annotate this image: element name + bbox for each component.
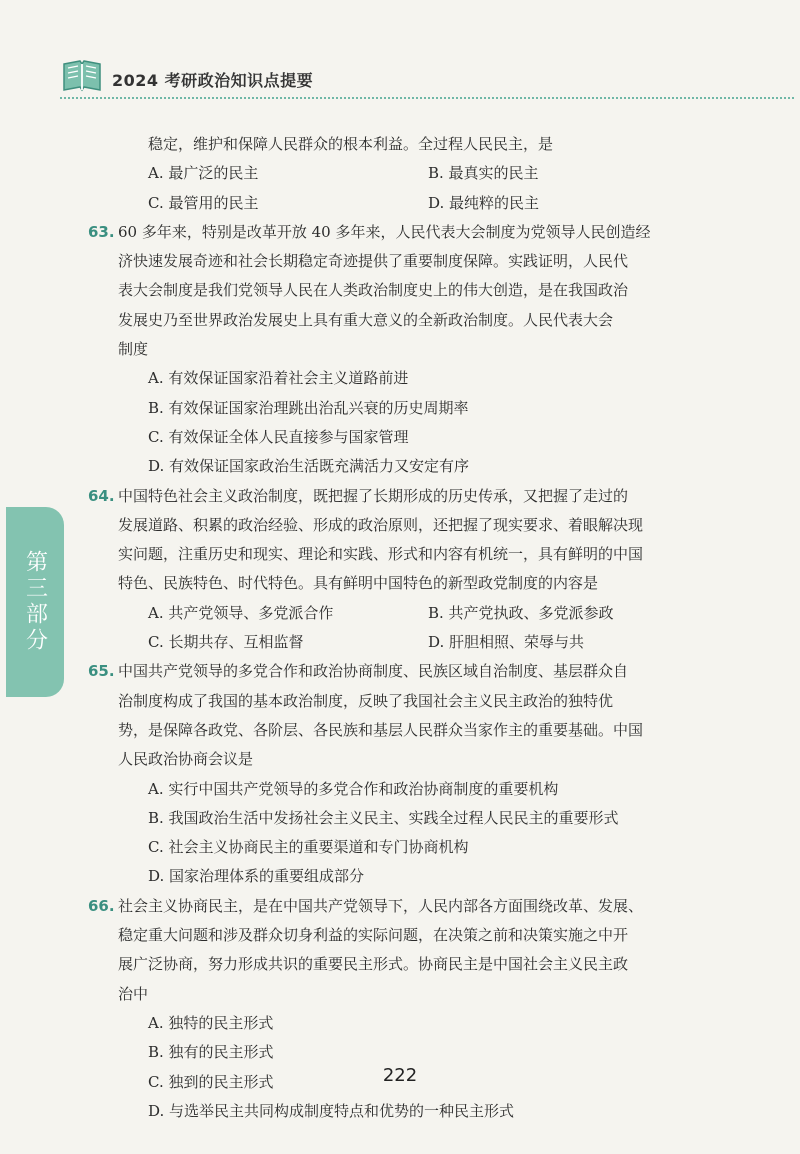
- option-d: D. 最纯粹的民主: [428, 193, 540, 212]
- option-c: C. 有效保证全体人民直接参与国家管理: [148, 427, 409, 446]
- question-text-line: 中国共产党领导的多党合作和政治协商制度、民族区域自治制度、基层群众自: [118, 662, 629, 681]
- option-a: A. 独特的民主形式: [148, 1013, 274, 1032]
- question-63: [88, 218, 714, 247]
- option-row: [118, 628, 714, 657]
- header-divider: [60, 97, 794, 99]
- page-number: 222: [382, 1065, 418, 1086]
- section-tab-label: 第三部分: [22, 550, 48, 654]
- question-text-line: 实问题，注重历史和现实、理论和实践、形式和内容有机统一，具有鲜明的中国: [118, 545, 644, 564]
- question-text-line: 表大会制度是我们党领导人民在人类政治制度史上的伟大创造，是在我国政治: [118, 281, 629, 300]
- question-text-line: 特色、民族特色、时代特色。具有鲜明中国特色的新型政党制度的内容是: [118, 574, 599, 593]
- question-text-line: 60 多年来，特别是改革开放 40 多年来，人民代表大会制度为党领导人民创造经: [118, 222, 651, 241]
- question-text-line: 人民政治协商会议是: [118, 750, 254, 769]
- option-c: C. 最管用的民主: [148, 193, 259, 212]
- question-text-line: 制度: [118, 340, 149, 359]
- option-a: A. 实行中国共产党领导的多党合作和政治协商制度的重要机构: [148, 779, 559, 798]
- option-a: A. 最广泛的民主: [148, 164, 259, 183]
- question-content: [88, 130, 714, 1126]
- question-text-line: 治中: [118, 984, 149, 1003]
- question-number: 64.: [88, 486, 115, 505]
- option-d: D. 有效保证国家政治生活既充满活力又安定有序: [148, 457, 470, 476]
- question-text-line: 中国特色社会主义政治制度，既把握了长期形成的历史传承，又把握了走过的: [118, 486, 629, 505]
- option-d: D. 与选举民主共同构成制度特点和优势的一种民主形式: [148, 1101, 515, 1120]
- option-d: D. 肝胆相照、荣辱与共: [428, 633, 585, 652]
- question-66: [88, 892, 714, 921]
- question-text-line: 稳定重大问题和涉及群众切身利益的实际问题，在决策之前和决策实施之中开: [118, 926, 629, 945]
- option-a: A. 共产党领导、多党派合作: [148, 603, 334, 622]
- option-c: C. 独到的民主形式: [148, 1072, 274, 1091]
- option-b: B. 我国政治生活中发扬社会主义民主、实践全过程人民民主的重要形式: [148, 808, 619, 827]
- question-text-line: 治制度构成了我国的基本政治制度，反映了我国社会主义民主政治的独特优: [118, 691, 614, 710]
- question-text-line: 社会主义协商民主，是在中国共产党领导下，人民内部各方面围绕改革、发展、: [118, 896, 644, 915]
- question-number: 65.: [88, 662, 115, 681]
- question-65: [88, 657, 714, 686]
- option-b: B. 独有的民主形式: [148, 1043, 274, 1062]
- question-number: 66.: [88, 896, 115, 915]
- option-b: B. 共产党执政、多党派参政: [428, 603, 614, 622]
- question-text-line: 发展史乃至世界政治发展史上具有重大意义的全新政治制度。人民代表大会: [118, 310, 614, 329]
- option-d: D. 国家治理体系的重要组成部分: [148, 867, 365, 886]
- option-c: C. 长期共存、互相监督: [148, 633, 304, 652]
- header-title: 2024 考研政治知识点提要: [112, 71, 314, 90]
- question-number: 63.: [88, 222, 115, 241]
- question-64: [88, 482, 714, 511]
- question-text-line: 展广泛协商，努力形成共识的重要民主形式。协商民主是中国社会主义民主政: [118, 955, 629, 974]
- option-b: B. 有效保证国家治理跳出治乱兴衰的历史周期率: [148, 398, 469, 417]
- section-side-tab: [6, 507, 64, 697]
- page-header: [0, 50, 800, 110]
- option-b: B. 最真实的民主: [428, 164, 539, 183]
- option-row: [118, 159, 714, 188]
- question-text-line: 稳定，维护和保障人民群众的根本利益。全过程人民民主，是: [148, 135, 554, 153]
- question-text-line: 发展道路、积累的政治经验、形成的政治原则，还把握了现实要求、着眼解决现: [118, 515, 644, 534]
- open-book-icon: [62, 58, 102, 94]
- option-a: A. 有效保证国家沿着社会主义道路前进: [148, 369, 409, 388]
- option-row: [118, 189, 714, 218]
- option-row: [118, 599, 714, 628]
- question-text-line: 济快速发展奇迹和社会长期稳定奇迹提供了重要制度保障。实践证明，人民代: [118, 252, 629, 271]
- option-c: C. 社会主义协商民主的重要渠道和专门协商机构: [148, 838, 469, 857]
- question-text-line: 势，是保障各政党、各阶层、各民族和基层人民群众当家作主的重要基础。中国: [118, 720, 644, 739]
